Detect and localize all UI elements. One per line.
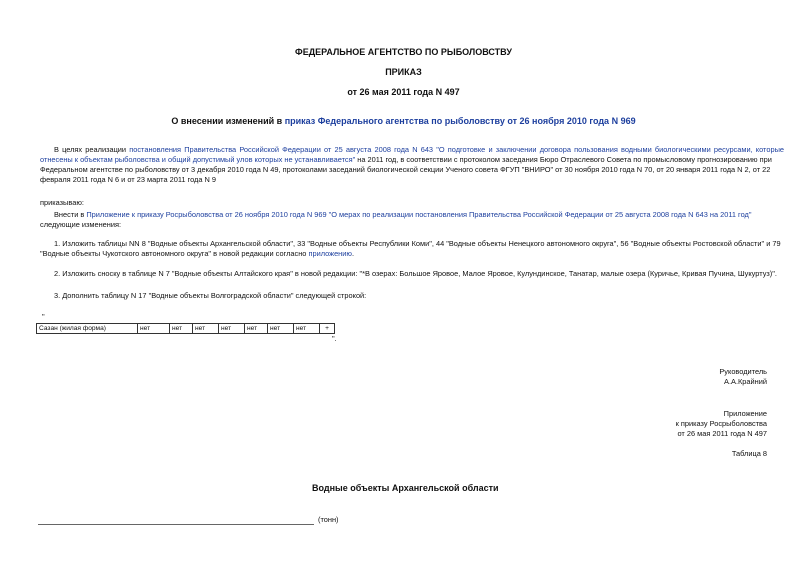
appendix-link[interactable]: приложению	[308, 249, 352, 258]
appendix-order: к приказу Росрыболовства	[675, 419, 767, 428]
table-row	[37, 324, 335, 334]
table-cell: нет	[170, 324, 193, 334]
item-3-text: 3. Дополнить таблицу N 17 "Водные объекты Волгоградской области" следующей строкой:	[54, 291, 367, 300]
appendix-header	[676, 409, 767, 459]
item-1-text: 1. Изложить таблицы NN 8 "Водные объекты Архангельской области", 33 "Водные объекты Республики Коми", 44 "Водные объекты Ненецкого автономного округа", 56 "Водные объекты Ростовской области" и 79	[54, 239, 781, 248]
doc-date: от 26 мая 2011 года N 497	[347, 87, 460, 97]
appendix-label: Приложение	[723, 409, 767, 418]
insert-row-table	[36, 323, 335, 334]
divider	[38, 524, 314, 525]
appendix-table-number: Таблица 8	[731, 449, 767, 458]
decree-643-link[interactable]: постановления Правительства Российской Федерации от 25 августа 2008 года N 643 "О подготовке и заключении договора пользования водными биологическими ресурсами, которые	[129, 145, 785, 154]
appendix-969-link[interactable]: Приложение к приказу Росрыболовства от 26 ноября 2010 года N 969 "О мерах по реализации постановления Правительства Российской Федерации от 25 августа 2008 года N 643 на 2011 год"	[86, 210, 752, 219]
doc-title	[0, 116, 807, 126]
table-cell: нет	[294, 324, 320, 334]
signer-position: Руководитель	[719, 367, 767, 376]
table-cell: нет	[268, 324, 294, 334]
item-1-text: .	[351, 249, 355, 258]
item-1-text: "Водные объекты Чукотского автономного округа" в новой редакции согласно	[40, 249, 309, 258]
decree-643-link-cont[interactable]: отнесены к объектам рыболовства и общий допустимый улов которых не устанавливается"	[40, 155, 356, 164]
intro-text: Внести в	[54, 210, 87, 219]
signature	[719, 367, 767, 387]
preamble	[40, 145, 807, 185]
section-title: Водные объекты Архангельской области	[312, 483, 499, 493]
doc-title-prefix: О внесении изменений в	[171, 116, 285, 126]
signer-name: А.А.Крайний	[724, 377, 767, 386]
table-cell: +	[320, 324, 335, 334]
preamble-text: В целях реализации	[54, 145, 130, 154]
quote-open: "	[42, 312, 45, 321]
item-2-text: 2. Изложить сноску в таблице N 7 "Водные объекты Алтайского края" в новой редакции: "*В озерах: Большое Яровое, Малое Яровое, Кулундинское, Танатар, малые озера (Куричье, Кривая Пучина, Шукуртуз)".	[54, 269, 777, 278]
table-cell: нет	[138, 324, 170, 334]
table-cell: нет	[193, 324, 219, 334]
quote-close: ".	[332, 334, 337, 343]
order-word: приказываю:	[40, 198, 84, 207]
intro-text: следующие изменения:	[40, 220, 122, 229]
item-1	[40, 239, 807, 259]
agency-name: ФЕДЕРАЛЬНОЕ АГЕНТСТВО ПО РЫБОЛОВСТВУ	[295, 47, 512, 57]
item-2	[40, 269, 807, 279]
item-3	[40, 291, 807, 301]
table-cell-species: Сазан (жилая форма)	[37, 324, 138, 334]
doc-title-link[interactable]: приказ Федерального агентства по рыболовству от 26 ноября 2010 года N 969	[284, 116, 636, 126]
preamble-text: на 2011 год, в соответствии с протоколом заседания Бюро Отраслевого Совета по промысловому прогнозированию при	[355, 155, 772, 164]
intro	[40, 210, 807, 230]
table-cell: нет	[245, 324, 268, 334]
appendix-date: от 26 мая 2011 года N 497	[677, 429, 767, 438]
doc-type: ПРИКАЗ	[385, 67, 422, 77]
unit-label: (тонн)	[318, 515, 339, 524]
preamble-text: февраля 2011 года N 6 и от 23 марта 2011 года N 9	[40, 175, 217, 184]
table-cell: нет	[219, 324, 245, 334]
preamble-text: Федеральном агентстве по рыболовству от 3 декабря 2010 года N 49, протоколами заседаний биологической секции Ученого совета ФГУП "ВНИРО" от 30 ноября 2010 года N 70, от 20 января 2011 года N 2, от 22	[40, 165, 771, 174]
